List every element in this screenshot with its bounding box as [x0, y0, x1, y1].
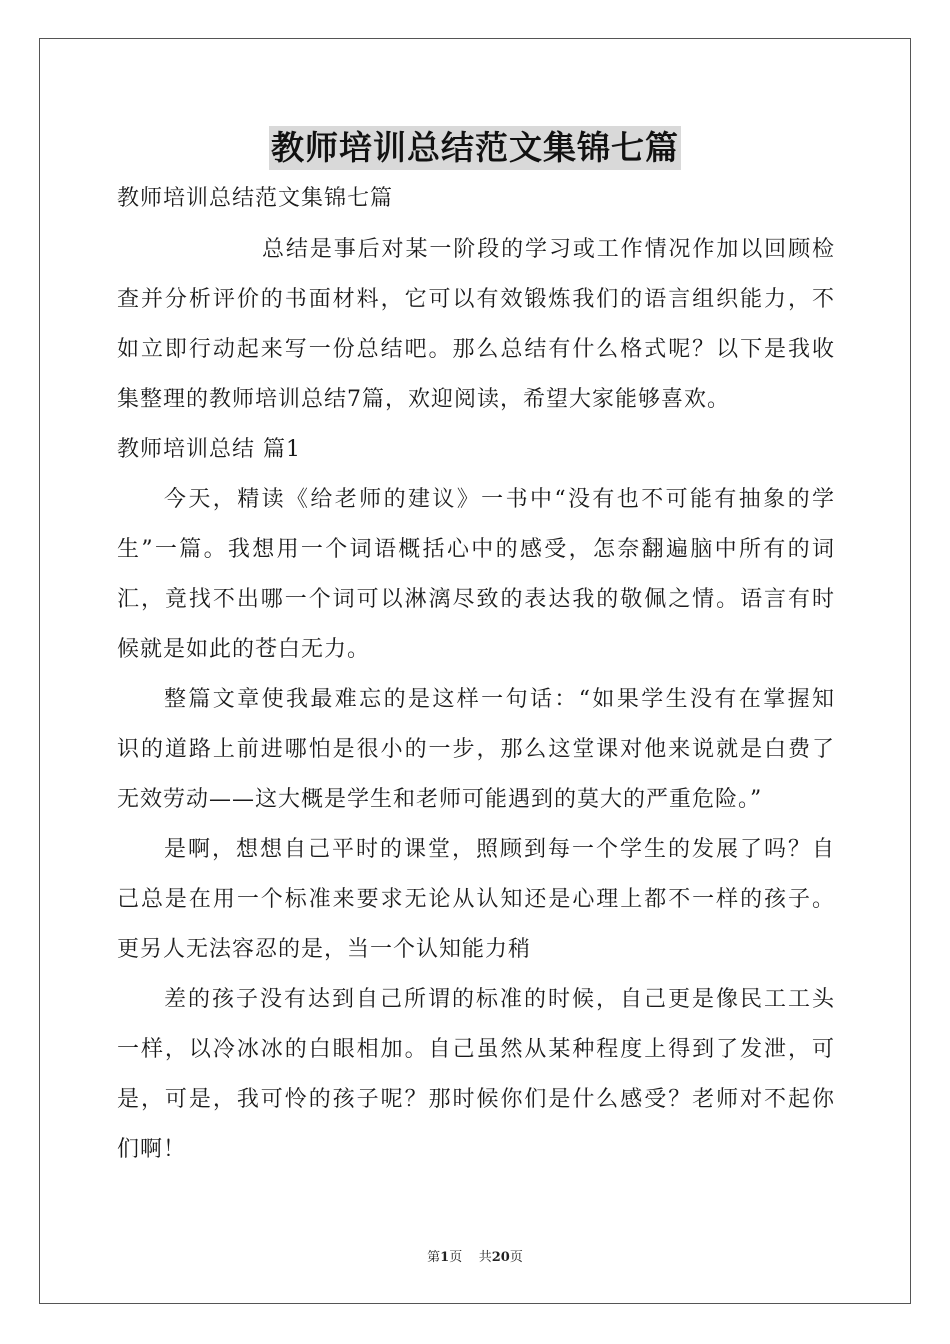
paragraph-line: 查并分析评价的书面材料，它可以有效锻炼我们的语言组织能力，不: [117, 287, 835, 312]
paragraph-line: 是，可是，我可怜的孩子呢？那时候你们是什么感受？老师对不起你: [117, 1087, 835, 1112]
subtitle: 教师培训总结范文集锦七篇: [117, 186, 394, 211]
paragraph-line: 生”一篇。我想用一个词语概括心中的感受，怎奈翻遍脑中所有的词: [117, 537, 835, 562]
document-title: 教师培训总结范文集锦七篇: [269, 126, 681, 170]
section-heading: 教师培训总结 篇1: [117, 437, 301, 462]
paragraph-line: 是啊，想想自己平时的课堂，照顾到每一个学生的发展了吗？自: [164, 837, 835, 862]
page-footer: [0, 1246, 950, 1265]
footer-total-pages: 20: [491, 1250, 510, 1265]
paragraph-line: 无效劳动——这大概是学生和老师可能遇到的莫大的严重危险。”: [117, 787, 763, 812]
paragraph-line: 一样，以冷冰冰的白眼相加。自己虽然从某种程度上得到了发泄，可: [117, 1037, 835, 1062]
title-container: [0, 126, 950, 170]
paragraph-line: 今天，精读《给老师的建议》一书中“没有也不可能有抽象的学: [164, 487, 835, 512]
paragraph-line: 总结是事后对某一阶段的学习或工作情况作加以回顾检: [262, 237, 835, 262]
paragraph-line: 如立即行动起来写一份总结吧。那么总结有什么格式呢？以下是我收: [117, 337, 835, 362]
footer-page-number: 1: [440, 1250, 450, 1265]
paragraph-line: 更另人无法容忍的是，当一个认知能力稍: [117, 937, 532, 962]
footer-prefix: 第: [427, 1250, 441, 1265]
paragraph-line: 己总是在用一个标准来要求无论从认知还是心理上都不一样的孩子。: [117, 887, 835, 912]
paragraph-line: 整篇文章使我最难忘的是这样一句话：“如果学生没有在掌握知: [164, 687, 835, 712]
footer-mid: 页 共: [449, 1250, 492, 1265]
paragraph-line: 候就是如此的苍白无力。: [117, 637, 371, 662]
paragraph-line: 汇，竟找不出哪一个词可以淋漓尽致的表达我的敬佩之情。语言有时: [117, 587, 835, 612]
footer-suffix: 页: [509, 1250, 523, 1265]
paragraph-line: 差的孩子没有达到自己所谓的标准的时候，自己更是像民工工头: [164, 987, 835, 1012]
paragraph-line: 识的道路上前进哪怕是很小的一步，那么这堂课对他来说就是白费了: [117, 737, 835, 762]
paragraph-line: 们啊！: [117, 1137, 187, 1162]
paragraph-line: 集整理的教师培训总结7篇，欢迎阅读，希望大家能够喜欢。: [117, 387, 730, 412]
